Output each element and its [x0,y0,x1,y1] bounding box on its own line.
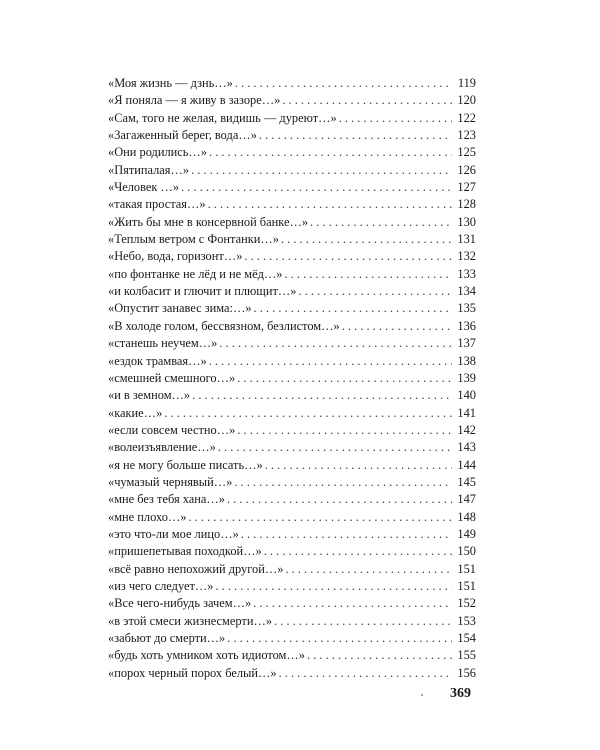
toc-dot-leader [219,335,452,352]
toc-dot-leader [227,491,452,508]
toc-entry-title: «это что-ли мое лицо…» [108,526,239,541]
toc-entry [108,561,476,578]
toc-entry-title: «Загаженный берег, вода…» [108,128,257,143]
toc-entry-page: 131 [457,232,476,247]
toc-entry-title: «такая простая…» [108,197,206,212]
toc-dot-leader [188,509,452,526]
toc-entry [108,127,476,144]
toc-entry-title: «и колбасит и глючит и плющит…» [108,284,297,299]
toc-entry-title: «забьют до смерти…» [108,631,226,645]
toc-entry-title: «всё равно непохожий другой…» [108,561,284,576]
toc-entry-title: «Все чего-нибудь зачем…» [108,596,252,611]
toc-entry [108,370,476,387]
toc-entry [108,526,476,543]
toc-entry [108,110,476,127]
toc-entry-title: «В холоде голом, бессвязном, безлистом…» [108,318,340,333]
toc-entry-title: «ездок трамвая…» [108,353,207,368]
toc-entry-page: 135 [457,301,476,316]
toc-entry [108,630,476,647]
toc-entry [108,144,476,161]
toc-dot-leader [164,405,452,422]
toc-entry-title: «я не могу больше писать…» [108,457,263,472]
toc-entry [108,231,476,248]
toc-entry-page: 153 [457,613,476,628]
toc-entry-title: «Пятипалая…» [108,162,190,177]
toc-entry-title: «будь хоть умником хоть идиотом…» [108,648,305,663]
toc-entry-page: 151 [457,561,476,576]
toc-entry [108,248,476,265]
toc-entry [108,439,476,456]
toc-entry-title: «и в земном…» [108,388,191,403]
toc-entry [108,196,476,213]
toc-entry [108,353,476,370]
toc-entry-title: «волеизъявление…» [108,440,216,455]
toc-entry-page: 151 [457,578,476,593]
toc-entry [108,665,476,682]
toc-entry [108,179,476,196]
toc-dot-leader [265,457,452,474]
toc-entry-title: «Моя жизнь — дзнь…» [108,76,233,90]
toc-dot-leader [259,127,452,144]
toc-dot-leader [281,231,452,248]
toc-entry-page: 127 [457,180,476,195]
toc-entry-title: «Жить бы мне в консервной банке…» [108,214,309,229]
toc-entry-title: «Опустит занавес зима:…» [108,301,252,316]
toc-entry-title: «станешь неучем…» [108,336,218,351]
toc-entry-page: 132 [457,249,476,264]
toc-entry-title: «Небо, вода, горизонт…» [108,249,243,264]
toc-entry-page: 130 [457,214,476,229]
toc-dot-leader [342,318,452,335]
toc-entry [108,578,476,595]
toc-entry-page: 141 [457,405,476,420]
toc-entry-page: 143 [457,440,476,455]
toc-dot-leader [244,248,452,265]
toc-entry [108,318,476,335]
toc-entry [108,543,476,560]
toc-entry-title: «по фонтанке не лёд и не мёд…» [108,266,283,281]
toc-entry-title: «какие…» [108,405,163,420]
toc-dot-leader [237,422,452,439]
toc-entry [108,335,476,352]
toc-entry [108,457,476,474]
print-speck [421,694,423,696]
toc-entry [108,162,476,179]
toc-entry-page: 155 [457,648,476,663]
toc-entry-page: 123 [457,128,476,143]
toc-entry-page: 134 [457,284,476,299]
toc-entry [108,266,476,283]
toc-dot-leader [307,647,452,664]
toc-dot-leader [279,665,452,682]
toc-entry-title: «порох черный порох белый…» [108,665,277,680]
toc-entry-title: «мне плохо…» [108,509,187,524]
toc-entry [108,613,476,630]
table-of-contents [108,75,476,682]
toc-dot-leader [339,110,452,127]
toc-dot-leader [218,439,452,456]
toc-entry-page: 136 [457,318,476,333]
toc-entry-page: 137 [457,336,476,351]
toc-entry-page: 139 [457,370,476,385]
toc-entry [108,474,476,491]
toc-dot-leader [235,75,452,92]
toc-dot-leader [234,474,452,491]
toc-entry-page: 142 [457,422,476,437]
toc-entry [108,422,476,439]
toc-dot-leader [264,543,452,560]
toc-entry-page: 150 [457,544,476,559]
toc-entry-title: «Теплым ветром с Фонтанки…» [108,232,279,247]
toc-dot-leader [274,613,452,630]
toc-entry [108,491,476,508]
toc-entry [108,405,476,422]
toc-entry-title: «Они родились…» [108,145,208,160]
toc-entry-page: 144 [457,457,476,472]
page-number: 369 [450,686,471,701]
toc-entry-page: 119 [457,76,476,90]
toc-entry-title: «смешней смешного…» [108,370,236,385]
toc-dot-leader [227,630,452,647]
toc-entry-page: 128 [457,197,476,212]
toc-entry [108,647,476,664]
toc-dot-leader [208,196,452,213]
toc-entry-page: 140 [457,388,476,403]
toc-entry-page: 138 [457,353,476,368]
toc-dot-leader [209,353,452,370]
toc-dot-leader [254,300,452,317]
toc-dot-leader [298,283,452,300]
toc-dot-leader [285,561,452,578]
toc-dot-leader [209,144,452,161]
toc-entry [108,214,476,231]
toc-dot-leader [192,387,452,404]
toc-entry [108,509,476,526]
toc-dot-leader [282,92,452,109]
toc-dot-leader [284,266,452,283]
toc-dot-leader [253,595,452,612]
toc-entry-title: «Человек …» [108,180,180,195]
toc-entry-page: 125 [457,145,476,160]
toc-entry-page: 156 [457,665,476,680]
toc-entry [108,75,476,92]
toc-entry-page: 145 [457,474,476,489]
toc-entry-title: «из чего следует…» [108,578,214,593]
toc-entry-title: «Сам, того не желая, видишь — дуреют…» [108,110,337,125]
toc-entry-title: «в этой смеси жизнесмерти…» [108,613,273,628]
toc-dot-leader [181,179,452,196]
toc-entry-page: 126 [457,162,476,177]
toc-entry [108,387,476,404]
toc-entry-title: «мне без тебя хана…» [108,492,226,507]
toc-dot-leader [215,578,452,595]
toc-entry-page: 147 [457,492,476,507]
toc-entry-title: «чумазый чернявый…» [108,474,233,489]
toc-dot-leader [241,526,452,543]
toc-dot-leader [237,370,452,387]
toc-dot-leader [310,214,452,231]
toc-entry-title: «пришепетывая походкой…» [108,544,262,559]
toc-entry-page: 148 [457,509,476,524]
toc-entry-page: 120 [457,93,476,108]
toc-entry [108,595,476,612]
toc-entry-page: 154 [457,631,476,645]
toc-entry [108,300,476,317]
toc-entry [108,92,476,109]
toc-entry-title: «если совсем честно…» [108,422,236,437]
toc-entry-page: 122 [457,110,476,125]
toc-entry-title: «Я поняла — я живу в зазоре…» [108,93,281,108]
toc-entry [108,283,476,300]
toc-entry-page: 133 [457,266,476,281]
toc-dot-leader [191,162,452,179]
toc-entry-page: 149 [457,526,476,541]
toc-entry-page: 152 [457,596,476,611]
